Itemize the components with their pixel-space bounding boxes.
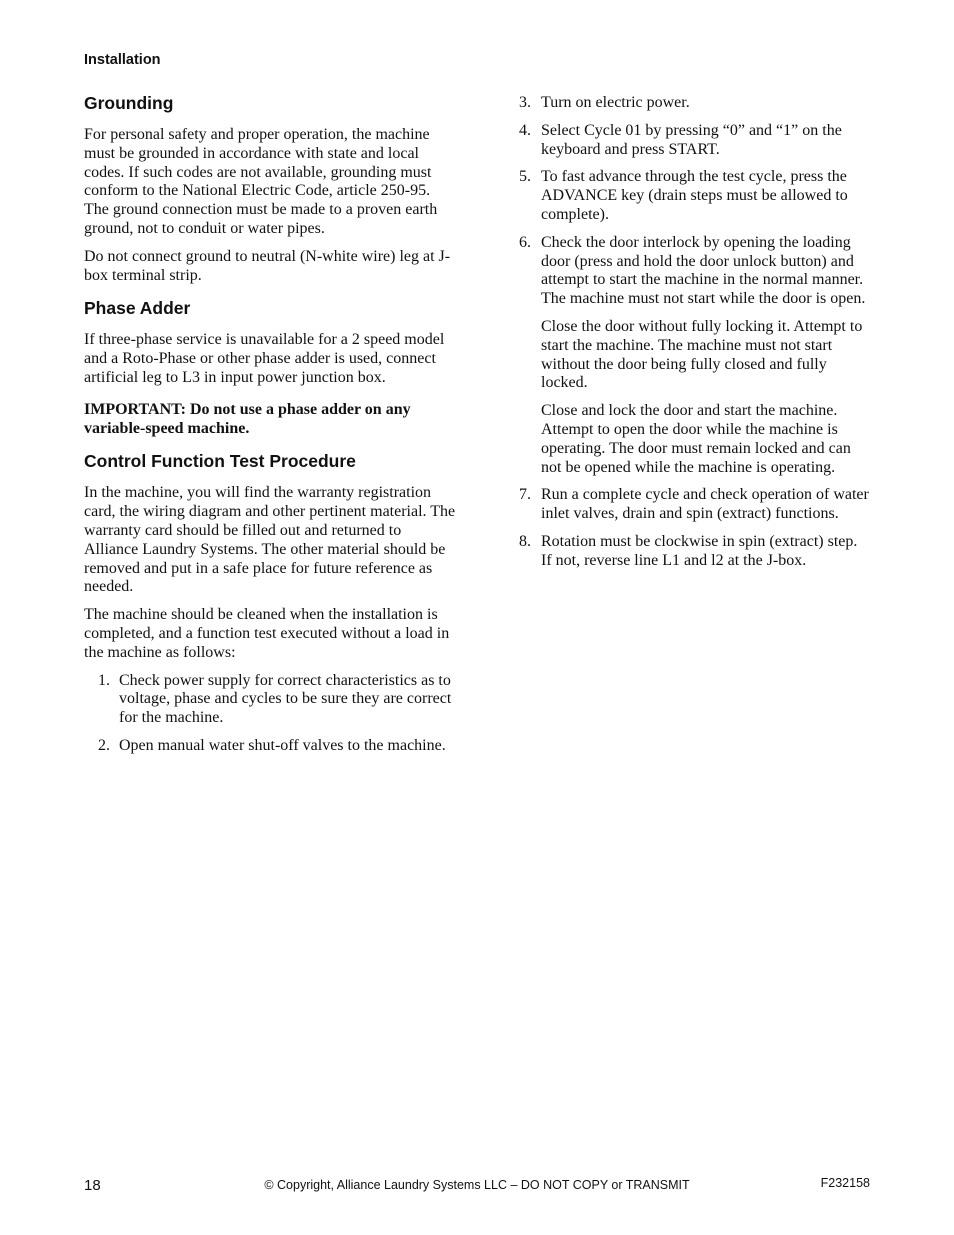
- step-number: 1.: [98, 671, 110, 689]
- step-number: 2.: [98, 736, 110, 754]
- grounding-paragraph: For personal safety and proper operation, the machine must be grounded in accordance with state and local codes. If such codes are not available, grounding must conform to the National Electric Code, article 250-95. The ground connection must be made to a proven earth ground, not to conduit or water pipes.: [84, 126, 438, 237]
- test-step: [505, 486, 871, 524]
- phase-adder-important-note: IMPORTANT: Do not use a phase adder on any variable-speed machine.: [84, 400, 411, 437]
- test-step: [505, 94, 871, 113]
- test-step: [84, 672, 458, 728]
- copyright-notice: © Copyright, Alliance Laundry Systems LLC – DO NOT COPY or TRANSMIT: [264, 1178, 690, 1192]
- control-test-paragraph: The machine should be cleaned when the installation is completed, and a function test executed without a load in the machine as follows:: [84, 606, 450, 661]
- grounding-heading: Grounding: [84, 93, 174, 113]
- document-code: F232158: [820, 1176, 870, 1190]
- control-test-heading: Control Function Test Procedure: [84, 451, 356, 472]
- step-sub-paragraph: Close the door without fully locking it. Attempt to start the machine. The machine must not start without the door being fully closed and fully locked.: [541, 317, 863, 392]
- test-step: [84, 737, 458, 756]
- control-test-paragraph: In the machine, you will find the warranty registration card, the wiring diagram and other pertinent material. The warranty card should be filled out and returned to Alliance Laundry Systems. The other material should be removed and put in a safe place for future reference as needed.: [84, 484, 456, 596]
- test-step: [505, 122, 871, 160]
- step-text: Rotation must be clockwise in spin (extract) step. If not, reverse line L1 and l2 at the J-box.: [541, 532, 858, 569]
- test-steps-list-part-1: [84, 672, 458, 756]
- section-phase-adder: [84, 297, 458, 438]
- step-number: 3.: [519, 94, 531, 111]
- section-grounding: [84, 92, 458, 285]
- step-number: 5.: [519, 168, 531, 186]
- step-number: 6.: [519, 233, 531, 251]
- step-text: To fast advance through the test cycle, press the ADVANCE key (drain steps must be allowed to complete).: [541, 168, 848, 223]
- step-text: Run a complete cycle and check operation of water inlet valves, drain and spin (extract) functions.: [541, 486, 869, 523]
- section-control-test: [84, 450, 458, 755]
- step-text: Check power supply for correct characteristics as to voltage, phase and cycles to be sure they are correct for the machine.: [119, 671, 452, 727]
- step-text: Open manual water shut-off valves to the machine.: [119, 736, 446, 754]
- phase-adder-paragraph: If three-phase service is unavailable for a 2 speed model and a Roto-Phase or other phase adder is used, connect artificial leg to L3 in input power junction box.: [84, 331, 445, 386]
- test-step: [505, 533, 871, 571]
- step-text: Select Cycle 01 by pressing “0” and “1” on the keyboard and press START.: [541, 121, 842, 158]
- grounding-paragraph: Do not connect ground to neutral (N-white wire) leg at J-box terminal strip.: [84, 247, 451, 284]
- step-number: 4.: [519, 121, 531, 139]
- right-column: [505, 94, 871, 580]
- step-sub-paragraph: Close and lock the door and start the machine. Attempt to open the door while the machine is operating. The door must remain locked and can not be opened while the machine is operating.: [541, 402, 851, 476]
- step-number: 8.: [519, 532, 531, 550]
- step-text: Check the door interlock by opening the loading door (press and hold the door unlock button) and attempt to start the machine in the normal manner. The machine must not start while the door is open.: [541, 233, 866, 308]
- test-step: [505, 234, 871, 478]
- test-steps-list-part-2: [505, 94, 871, 571]
- page-number: 18: [84, 1177, 101, 1194]
- step-text: Turn on electric power.: [541, 94, 690, 111]
- phase-adder-heading: Phase Adder: [84, 298, 191, 319]
- step-number: 7.: [519, 486, 531, 504]
- running-head: Installation: [84, 52, 161, 68]
- test-step: [505, 168, 871, 224]
- left-column: [84, 92, 458, 765]
